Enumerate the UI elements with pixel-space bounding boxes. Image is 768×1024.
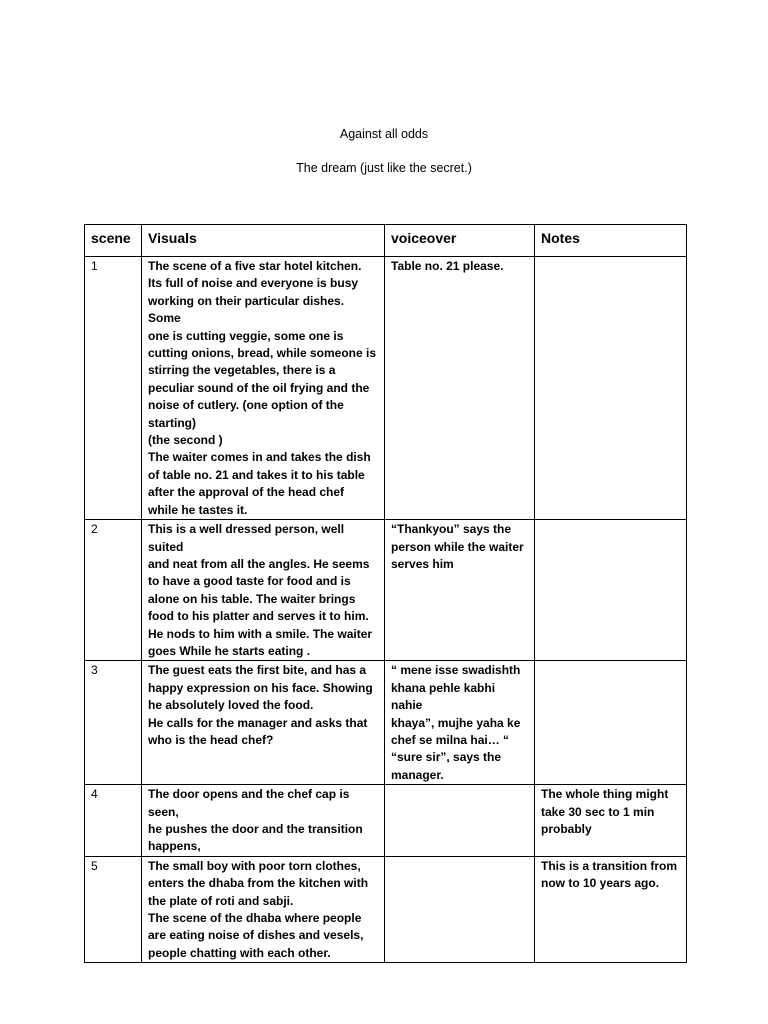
header-notes: Notes — [535, 225, 687, 257]
voiceover-line: khana pehle kabhi nahie — [391, 680, 496, 713]
voiceover-line: “Thankyou” says the — [391, 522, 512, 537]
visuals-line: noise of cutlery. (one option of the — [148, 398, 344, 413]
voiceover-line: person while the waiter — [391, 539, 524, 554]
visuals-line: goes While he starts eating . — [148, 643, 311, 658]
notes-line: The whole thing might — [541, 787, 669, 802]
visuals-cell — [142, 856, 385, 962]
visuals-line: after the approval of the head chef — [148, 485, 345, 500]
visuals-line: to have a good taste for food and is — [148, 574, 351, 589]
visuals-line: the plate of roti and sabji. — [148, 893, 294, 908]
visuals-line: starting) — [148, 415, 196, 430]
notes-line: This is a transition from — [541, 858, 678, 873]
visuals-line: The guest eats the first bite, and has a — [148, 663, 367, 678]
visuals-line: Its full of noise and everyone is busy — [148, 276, 359, 291]
visuals-line: working on their particular dishes. Some — [148, 293, 345, 326]
notes-cell — [535, 661, 687, 785]
scene-number-cell: 4 — [85, 785, 142, 857]
document-subtitle: The dream (just like the secret.) — [296, 161, 472, 175]
visuals-line: are eating noise of dishes and vesels, — [148, 928, 364, 943]
visuals-line: (the second ) — [148, 433, 223, 448]
visuals-line: alone on his table. The waiter brings — [148, 591, 356, 606]
visuals-line: enters the dhaba from the kitchen with — [148, 876, 369, 891]
visuals-line: The scene of the dhaba where people — [148, 911, 362, 926]
table-header-row — [85, 225, 687, 257]
voiceover-cell — [385, 520, 535, 661]
visuals-line: He nods to him with a smile. The waiter — [148, 626, 373, 641]
visuals-cell — [142, 785, 385, 857]
visuals-line: of table no. 21 and takes it to his table — [148, 467, 365, 482]
scene-number-cell: 5 — [85, 856, 142, 962]
visuals-line: The small boy with poor torn clothes, — [148, 858, 361, 873]
notes-cell — [535, 257, 687, 520]
notes-cell — [535, 856, 687, 962]
voiceover-cell — [385, 856, 535, 962]
script-table — [84, 224, 687, 963]
scene-number-cell: 2 — [85, 520, 142, 661]
visuals-line: peculiar sound of the oil frying and the — [148, 380, 370, 395]
visuals-line: happens, — [148, 839, 201, 854]
voiceover-line: chef se milna hai… “ — [391, 732, 510, 747]
visuals-line: The door opens and the chef cap is seen, — [148, 787, 350, 819]
header-scene: scene — [85, 225, 142, 257]
notes-cell — [535, 785, 687, 857]
visuals-line: The waiter comes in and takes the dish — [148, 450, 371, 465]
voiceover-line: “sure sir”, says the — [391, 750, 502, 765]
visuals-line: who is the head chef? — [148, 732, 274, 747]
table-row — [85, 856, 687, 962]
voiceover-line: manager. — [391, 767, 444, 782]
visuals-line: people chatting with each other. — [148, 945, 331, 960]
notes-line: probably — [541, 822, 592, 836]
visuals-line: he absolutely loved the food. — [148, 698, 314, 713]
table-row — [85, 520, 687, 661]
header-voiceover: voiceover — [385, 225, 535, 257]
visuals-line: happy expression on his face. Showing — [148, 680, 373, 695]
visuals-line: cutting onions, bread, while someone is — [148, 346, 377, 361]
visuals-cell — [142, 257, 385, 520]
voiceover-line: serves him — [391, 556, 454, 571]
voiceover-line: Table no. 21 please. — [391, 259, 504, 273]
visuals-line: he pushes the door and the transition — [148, 822, 363, 836]
visuals-line: one is cutting veggie, some one is — [148, 328, 344, 343]
voiceover-cell — [385, 257, 535, 520]
voiceover-line: “ mene isse swadishth — [391, 663, 521, 678]
table-row — [85, 257, 687, 520]
visuals-line: He calls for the manager and asks that — [148, 715, 368, 730]
visuals-line: and neat from all the angles. He seems — [148, 556, 370, 571]
table-row — [85, 785, 687, 857]
table-row — [85, 661, 687, 785]
visuals-cell — [142, 661, 385, 785]
visuals-cell — [142, 520, 385, 661]
scene-number-cell: 1 — [85, 257, 142, 520]
notes-cell — [535, 520, 687, 661]
visuals-line: This is a well dressed person, well suited — [148, 522, 345, 554]
scene-number-cell: 3 — [85, 661, 142, 785]
visuals-line: stirring the vegetables, there is a — [148, 363, 336, 378]
header-visuals: Visuals — [142, 225, 385, 257]
notes-line: take 30 sec to 1 min — [541, 804, 655, 819]
voiceover-line: khaya”, mujhe yaha ke — [391, 715, 521, 730]
script-table-body — [85, 257, 687, 963]
visuals-line: The scene of a five star hotel kitchen. — [148, 259, 362, 273]
document-title: Against all odds — [339, 127, 429, 141]
visuals-line: food to his platter and serves it to him. — [148, 609, 369, 624]
voiceover-cell — [385, 661, 535, 785]
notes-line: now to 10 years ago. — [541, 876, 660, 891]
voiceover-cell — [385, 785, 535, 857]
visuals-line: while he tastes it. — [148, 502, 248, 517]
